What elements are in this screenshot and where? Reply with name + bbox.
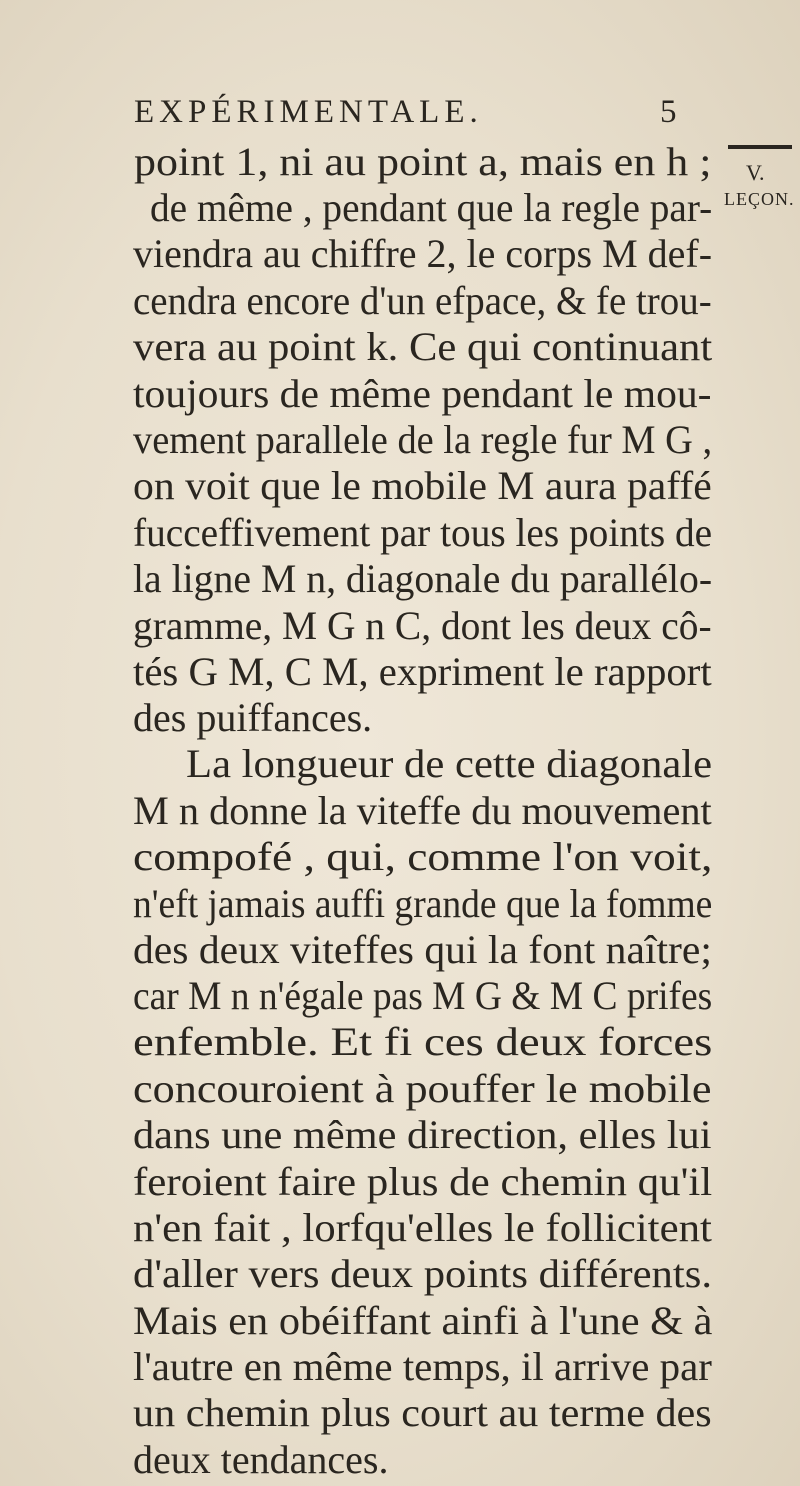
text-line: deux tendances. bbox=[133, 1437, 389, 1482]
page-number: 5 bbox=[660, 94, 677, 130]
text-line: tés G M, C M, expriment le rapport bbox=[133, 649, 712, 694]
margin-note bbox=[724, 160, 800, 212]
text-line: enfemble. Et fi ces deux forces bbox=[133, 1019, 713, 1064]
text-line: car M n n'égale pas M G & M C prifes bbox=[133, 973, 713, 1018]
text-line: compofé , qui, comme l'on voit, bbox=[133, 834, 713, 879]
running-title: EXPÉRIMENTALE. bbox=[134, 94, 483, 130]
text-line: n'eft jamais auffi grande que la fomme bbox=[133, 881, 713, 926]
text-line: cendra encore d'un efpace, & fe trou- bbox=[133, 278, 712, 323]
text-line: M n donne la viteffe du mouvement bbox=[133, 788, 712, 833]
text-line: viendra au chiffre 2, le corps M def- bbox=[133, 231, 713, 276]
text-line: dans une même direction, elles lui bbox=[133, 1112, 712, 1157]
text-line: gramme, M G n C, dont les deux cô- bbox=[133, 603, 712, 648]
text-line: on voit que le mobile M aura paffé bbox=[133, 463, 712, 508]
ornamental-rule bbox=[728, 145, 792, 149]
text-line: l'autre en même temps, il arrive par bbox=[133, 1344, 712, 1389]
margin-note-chapter: V. bbox=[746, 160, 765, 185]
text-line: concouroient à pouffer le mobile bbox=[133, 1066, 712, 1111]
text-line: n'en fait , lorfqu'elles le follicitent bbox=[133, 1205, 712, 1250]
text-line: de même , pendant que la regle par- bbox=[150, 185, 713, 230]
text-line: La longueur de cette diagonale bbox=[186, 741, 713, 786]
text-line: fucceffivement par tous les points de bbox=[133, 510, 713, 555]
text-line: des deux viteffes qui la font naître; bbox=[133, 927, 712, 972]
text-line: la ligne M n, diagonale du parallélo- bbox=[133, 556, 713, 601]
text-line: vement parallele de la regle fur M G , bbox=[133, 417, 713, 462]
text-line: Mais en obéiffant ainfi à l'une & à bbox=[133, 1298, 713, 1343]
text-line: des puiffances. bbox=[133, 695, 373, 740]
text-line: un chemin plus court au terme des bbox=[133, 1390, 712, 1435]
margin-note-lecon: LEÇON. bbox=[724, 189, 795, 209]
running-head bbox=[0, 94, 800, 144]
text-line: point 1, ni au point a, mais en h ; bbox=[134, 139, 712, 184]
text-line: vera au point k. Ce qui continuant bbox=[133, 324, 713, 369]
text-line: d'aller vers deux points différents. bbox=[133, 1251, 713, 1296]
text-line: toujours de même pendant le mou- bbox=[133, 371, 712, 416]
text-line: feroient faire plus de chemin qu'il bbox=[133, 1159, 713, 1204]
